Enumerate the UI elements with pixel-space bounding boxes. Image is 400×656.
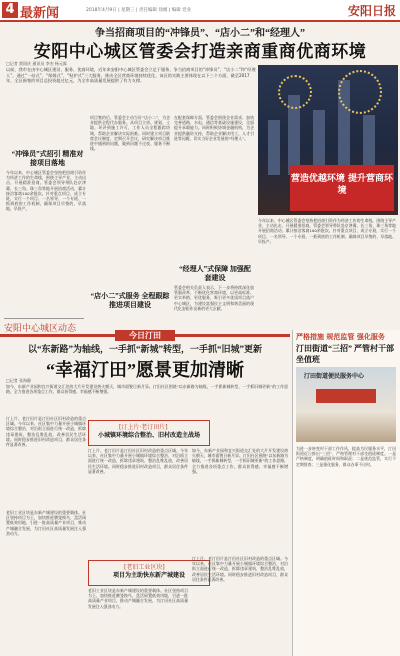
red-tag-banner: 营造优越环境 提升营商环境 (290, 165, 394, 211)
lead-subhead-3: “经理人”式保障 加强配套建设 (179, 265, 251, 282)
box2-title: 项目为主助快东新产城建设 (112, 573, 185, 579)
box2-tag: [老旧工业区块] (124, 564, 165, 571)
lead-column-5: 今年以来，中心城区管委会坚持把招商引资作为经济工作的生命线，围绕主导产业，主动出击，开展精准招商。管委会领导带队赴京津冀、长三角、珠三角等地开展招商活动，累计接洽客商100余批次。针对重点项目，成立专班，实行一个项目、一名领导、一个专班、一抓到底的工作机制，确保项目早签约、早落地、早投产。 (258, 218, 396, 244)
lead-column-4: 管委会相关负责人表示，下一步将持续深化放管服改革，不断优化营商环境，以更高标准、更实举措、更优服务，吸引更多优质项目落户中心城区，为建设富强民主文明和谐美丽的现代化安阳作出新的更大贡献。 (174, 285, 254, 311)
box1-title: 小城镇环境综合整治、旧村改造主战场 (97, 433, 200, 439)
lead-headline: 安阳中心城区管委会打造亲商重商优商环境 (33, 42, 367, 61)
second-kicker: 以“东新路”为轴线，一手抓“新城”转型，一手抓“旧城”更新 (27, 344, 262, 354)
lead-column-1: 今年以来，中心城区管委会坚持把招商引资作为经济工作的生命线，围绕主导产业，主动出击，开展精准招商。管委会领导带队赴京津冀、长三角、珠三角等地开展招商活动，累计接洽客商100余批次。针对重点项目，成立专班，实行一个项目、一名领导、一个专班、一抓到底的工作机制，确保项目早签约、早落地、早投产。 (6, 170, 86, 212)
header-meta: 2018年4月9日 | 星期三 | 责任编辑 徐刚 | 编辑 党业 (86, 8, 192, 13)
firework-shape (338, 70, 382, 114)
lead-column-2: 项目签约后，管委会主动当好“店小二”，为企业提供全程代办服务。从项目立项、规划、土地、环评到施工许可，工作人员全程跟踪协调，帮助企业解决实际困难。同时建立项目联席会议制度，定期召开会议，研究解决项目推进中遇到的问题，做到问题不过夜、服务不断线。 (90, 115, 170, 152)
lead-column-3: 在配套保障方面，管委会围绕企业需求，加快完善道路、水电、通信等基础设施建设，全面提升承载能力。同时积极协调金融机构，为企业提供融资支持，帮助企业解决用工、人才引进等问题，切实当好企业发展的“经理人”。 (174, 115, 254, 141)
second-intro: 如今，东新产业园和宜兴街道交汇处的大片开发建设热火朝天，城市面貌日新月异。汀田社区围绕“以东新路为轴线，一手抓新城转型，一手抓旧城更新”的工作思路，全力推进各项重点工作，群众获得感、幸福感不断增强。 (6, 384, 288, 395)
service-center-photo (296, 367, 396, 442)
right-story-text: 为进一步转变村干部工作作风，提高为民服务水平，汀田街道近日推出“三招”，严格管理村干部坐值班制度。一是严格制度，明确值班时间和职责；二是规范监管，实行不定期督查；三是强化服务，群众办事不出村。 (296, 446, 396, 467)
second-column-6: 汀上片、老汀田片是汀田社区旧村改造的重点区域。今年以来，社区集中力量开展小城镇环境综合整治，对沿街立面进行统一改造，拆除违章建筑，整治乱堆乱放，改善居民生活环境。同时稳步推进旧村改造项目，群众居住条件显著改善。 (192, 556, 288, 582)
right-story-headline: 汀田街道“三招” 严管村干部坐值班 (296, 344, 394, 364)
second-column-3: 如今，东新产业园和宜兴街道交汇处的大片开发建设热火朝天，城市面貌日新月异。汀田社区围绕“以东新路为轴线，一手抓新城转型，一手抓旧城更新”的工作思路，全力推进各项重点工作，群众获得感、幸福感不断增强。 (192, 448, 288, 474)
lead-subhead-2: “店小二”式服务 全程跟踪推进项目建设 (90, 292, 170, 309)
second-headline: “幸福汀田”愿景更加清晰 (46, 360, 244, 380)
box1-tag: [汀上片·老汀田片] (119, 424, 168, 431)
sign-board-shape (316, 389, 376, 403)
section-seal: 安阳中心城区动态 (4, 318, 84, 337)
second-column-4: 老旧工业区块是东新产城建设的重要载体。社区坚持项目为王，加快推进腾笼换鸟，盘活闲置低效用地，引进一批高质量产业项目，推动产城融合发展，为汀田社区高质量发展注入强劲动力。 (6, 510, 86, 536)
page-number: 4 (2, 2, 18, 18)
section-title: 最新闻 (20, 6, 60, 21)
section-band-label: 今日汀田 (115, 330, 175, 341)
photo-sign-text: 汀田街道便民服务中心 (304, 373, 365, 380)
lead-lede: 以前，我市在由中心城区建设、服务、优商环境，近年来安阳中心城区管委会立足于服务、争当招商项目的“冲锋员”、“店小二”和“经理人”，通过“一站式”、“保姆式”、“贴护式”三大服务，推动全区营商环境持续优化。该区的实践主要体现在以下三个方面，截至2017年，全区新签约项目总投资超过亿元，为全市高质量发展提供了有力支撑。 (6, 67, 256, 84)
lead-byline: □记者 贾国庆 通讯员 李杰 杨元霖 (6, 61, 67, 66)
page-header (0, 0, 400, 22)
lead-subhead-1: “冲锋员”式招引 精准对接项目落地 (11, 150, 84, 167)
right-story-tag: 严格措施 规范监管 强化服务 (296, 333, 385, 341)
section-box-1 (88, 420, 210, 446)
second-column-1: 汀上片、老汀田片是汀田社区旧村改造的重点区域。今年以来，社区集中力量开展小城镇环境综合整治，对沿街立面进行统一改造，拆除违章建筑，整治乱堆乱放，改善居民生活环境。同时稳步推进旧村改造项目，群众居住条件显著改善。 (6, 416, 86, 448)
second-column-2: 汀上片、老汀田片是汀田社区旧村改造的重点区域。今年以来，社区集中力量开展小城镇环境综合整治，对沿街立面进行统一改造，拆除违章建筑，整治乱堆乱放，改善居民生活环境。同时稳步推进旧村改造项目，群众居住条件显著改善。 (88, 448, 188, 474)
firework-shape (278, 75, 312, 109)
building-shape (268, 120, 280, 175)
lead-kicker: 争当招商项目的“冲锋员”、“店小二”和“经理人” (95, 28, 305, 39)
newspaper-logo: 安阳日报 (347, 4, 396, 18)
second-byline: □记者 张海静 (6, 378, 32, 383)
second-column-5: 老旧工业区块是东新产城建设的重要载体。社区坚持项目为王，加快推进腾笼换鸟，盘活闲置低效用地，引进一批高质量产业项目，推动产城融合发展，为汀田社区高质量发展注入强劲动力。 (88, 588, 188, 609)
